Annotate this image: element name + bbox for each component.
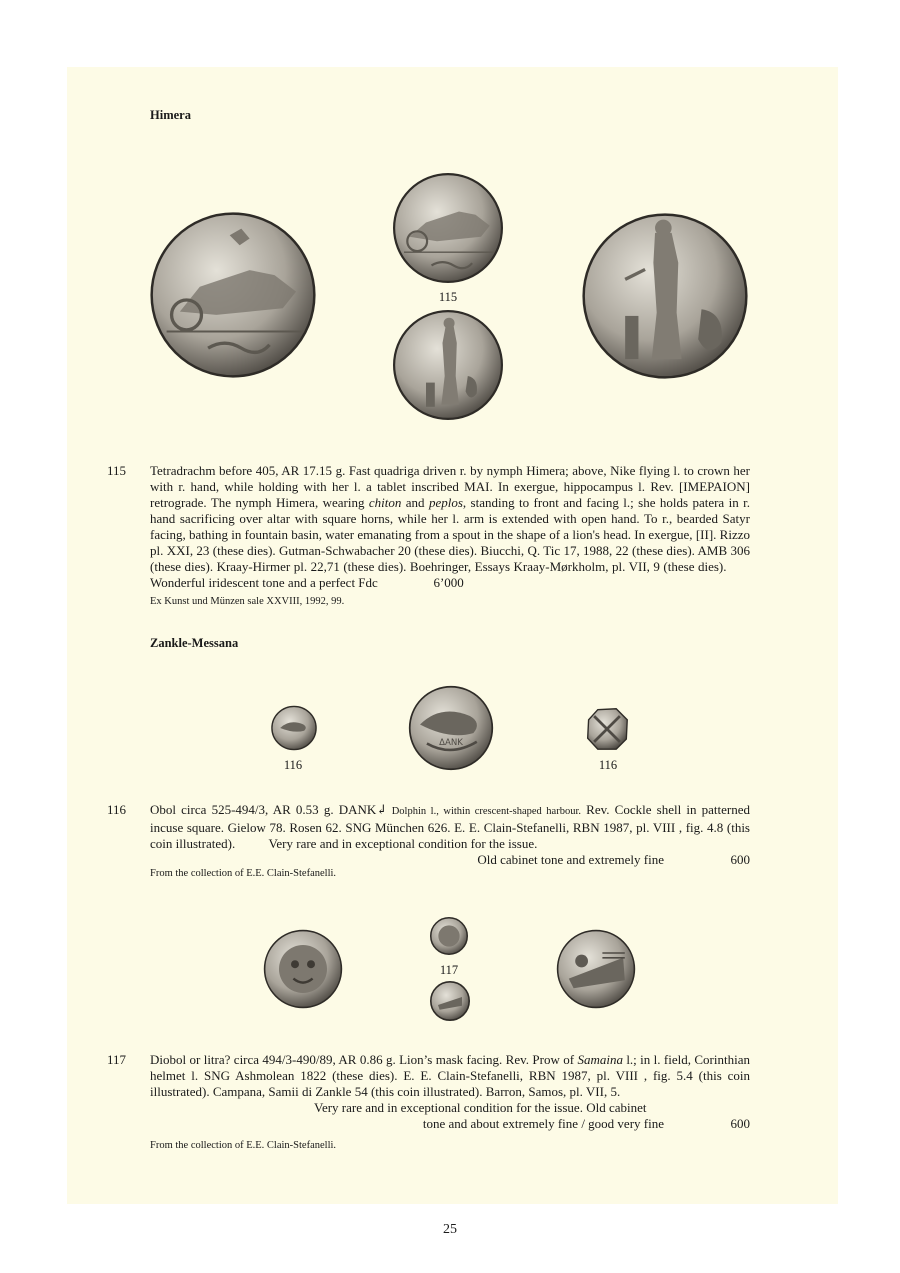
desc-115-chiton: chiton bbox=[368, 495, 402, 510]
page-number: 25 bbox=[443, 1222, 457, 1237]
coin-117-obverse-enlarged bbox=[263, 929, 343, 1009]
desc-116-part1: Obol circa 525-494/3, AR 0.53 g. DANK bbox=[150, 802, 377, 817]
lot-number-116: 116 bbox=[107, 802, 127, 817]
desc-116-legend: ↲ bbox=[376, 802, 388, 817]
provenance-115: Ex Kunst und Münzen sale XXVIII, 1992, 99. bbox=[150, 596, 345, 607]
grade-117-line1: Very rare and in exceptional condition for the issue. Old cabinet bbox=[314, 1100, 647, 1115]
coin-116-obverse-enlarged bbox=[403, 685, 499, 771]
plate-label-115: 115 bbox=[438, 290, 458, 304]
lot-description-116 bbox=[150, 802, 750, 868]
desc-116-small: Dolphin l., within crescent-shaped harbour. bbox=[387, 806, 582, 817]
coin-116-obverse bbox=[270, 705, 318, 751]
lot-number-117: 117 bbox=[107, 1052, 127, 1067]
coin-117-reverse-enlarged bbox=[556, 929, 636, 1009]
grade-115: Wonderful iridescent tone and a perfect Fdc bbox=[150, 575, 378, 590]
provenance-116: From the collection of E.E. Clain-Stefanelli. bbox=[150, 868, 337, 879]
desc-117-part1: Diobol or litra? circa 494/3-490/89, AR 0.86 g. Lion’s mask facing. Rev. Prow of bbox=[150, 1052, 578, 1067]
desc-115-part3: , standing to front and facing l.; she holds patera in r. hand sacrificing over altar with square horns, while her l. arm is extended with open hand. To r., bearded Satyr facing, bathing in fountain basin, water emanating from a spout in the shape of a lion's head. In exergue, [II]. Rizzo pl. XXI, 23 (these dies). Gutman-Schwabacher 20 (these dies). Biucchi, Q. Tic 17, 1988, 22 (these dies). AMB 306 (these dies). Kraay-Hirmer pl. 22,71 (these dies). Boehringer, Essays Kraay-Mørkholm, pl. VII, 9 (these dies). bbox=[150, 495, 750, 574]
coin-117-obverse bbox=[430, 917, 468, 955]
coin-115-reverse-large bbox=[582, 213, 748, 379]
desc-115-part2: and bbox=[401, 495, 429, 510]
price-116: 600 bbox=[730, 852, 750, 867]
desc-117-part2: l.; in l. field, Corinthian helmet l. SNG Ashmolean 1822 (these dies). E. E. Clain-Stefanelli, RBN 1987, pl. VIII , fig. 5.4 (this coin illustrated). Campana, Samii di Zankle 54 (this coin illustrated). Barron, Samos, pl. VII, 5. bbox=[150, 1052, 750, 1099]
lot-description-117 bbox=[150, 1052, 750, 1132]
desc-116-part2: Rev. Cockle shell in patterned incuse square. Gielow 78. Rosen 62. SNG München 626. E. E. Clain-Stefanelli, RBN 1987, pl. VIII , fig. 4.8 (this coin illustrated). bbox=[150, 802, 750, 851]
lot-number-115: 115 bbox=[107, 463, 127, 478]
plate-label-116-right: 116 bbox=[598, 758, 618, 772]
coin-115-obverse-small bbox=[393, 173, 503, 283]
provenance-117: From the collection of E.E. Clain-Stefanelli. bbox=[150, 1140, 337, 1151]
coin-115-obverse-large bbox=[150, 212, 316, 378]
desc-115-peplos: peplos bbox=[428, 495, 463, 510]
coin-117-reverse bbox=[430, 981, 470, 1021]
plate-label-117: 117 bbox=[439, 963, 459, 977]
section-title-himera: Himera bbox=[150, 108, 191, 122]
plate-label-116-left: 116 bbox=[283, 758, 303, 772]
desc-117-samaina: Samaina bbox=[577, 1052, 623, 1067]
coin-116-reverse bbox=[583, 706, 631, 752]
grade-117-line2: tone and about extremely fine / good very fine bbox=[422, 1116, 664, 1131]
svg-text:ΔΑΝΚ: ΔΑΝΚ bbox=[439, 738, 463, 749]
coin-115-reverse-small bbox=[393, 310, 503, 420]
price-117: 600 bbox=[730, 1116, 750, 1131]
grade-116-line1: Very rare and in exceptional condition for the issue. bbox=[268, 836, 538, 851]
lot-description-115 bbox=[150, 463, 750, 591]
price-115: 6’000 bbox=[433, 575, 464, 590]
grade-116-line2: Old cabinet tone and extremely fine bbox=[477, 852, 664, 867]
desc-115-part1: Tetradrachm before 405, AR 17.15 g. Fast quadriga driven r. by nymph Himera; above, Nike flying l. to crown her with r. hand, while holding with her l. a tablet inscribed MAI. In exergue, hippocampus l. Rev. [IMEPAION] retrograde. The nymph Himera, wearing bbox=[150, 463, 750, 510]
section-title-zankle-messana: Zankle-Messana bbox=[150, 636, 239, 650]
